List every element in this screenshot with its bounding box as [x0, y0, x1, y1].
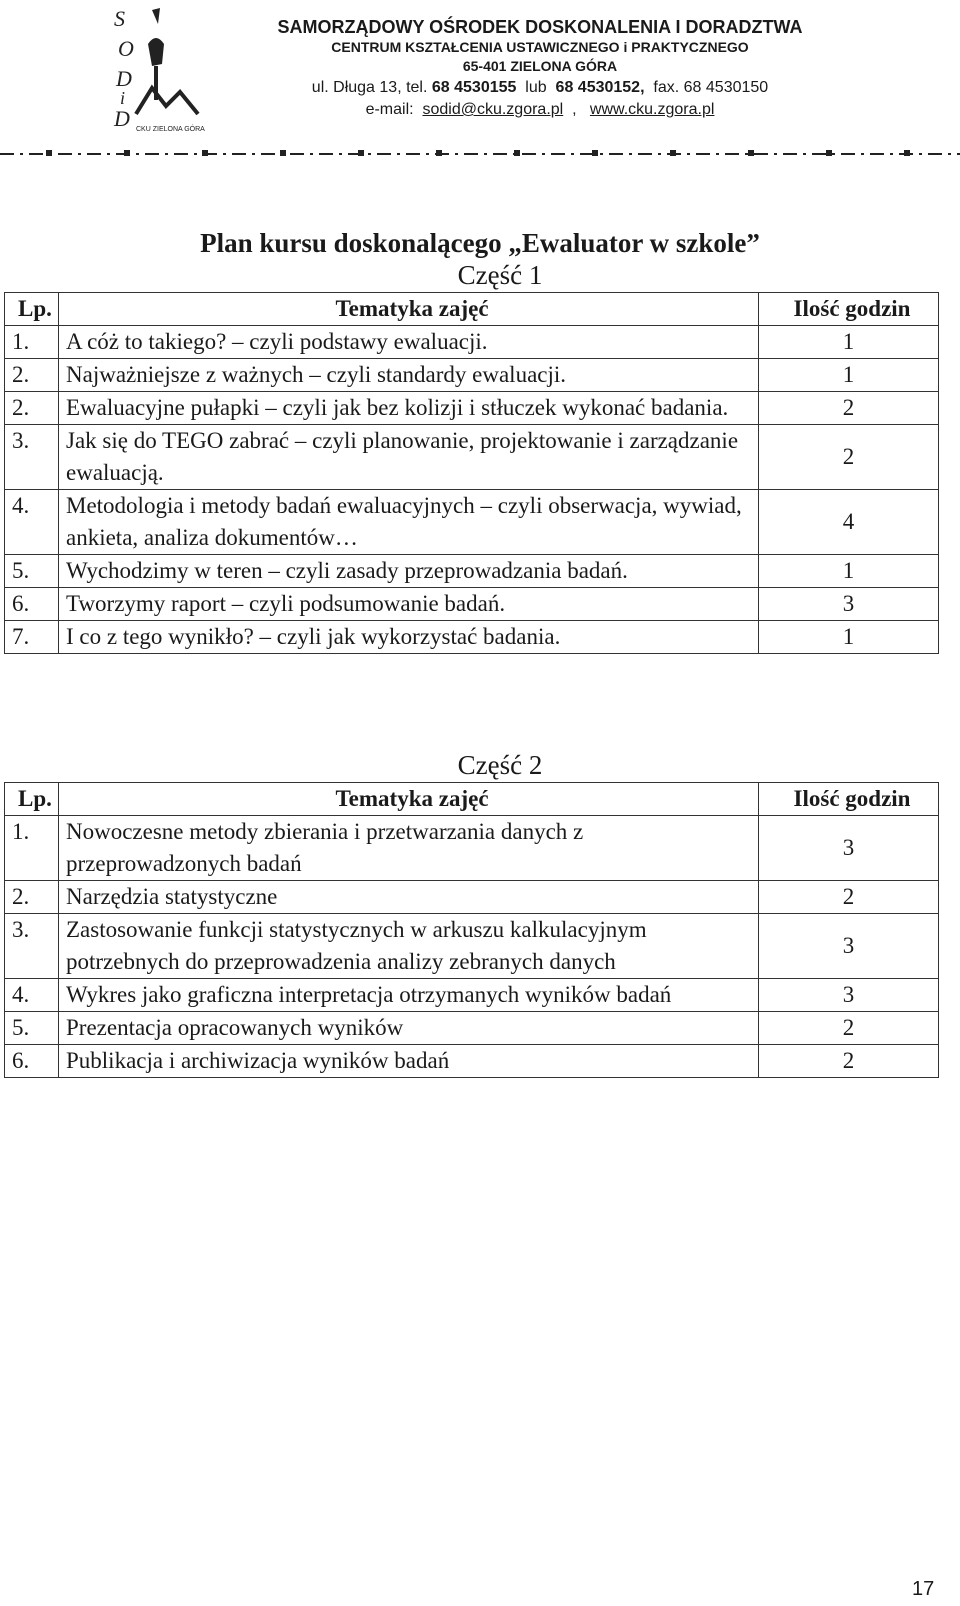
row-topic: Ewaluacyjne pułapki – czyli jak bez kolizji i stłuczek wykonać badania.	[59, 392, 759, 425]
row-lp: 1.	[5, 816, 59, 881]
letterhead	[0, 0, 960, 150]
center-name: CENTRUM KSZTAŁCENIA USTAWICZNEGO i PRAKTYCZNEGO	[331, 39, 749, 55]
row-topic: A cóż to takiego? – czyli podstawy ewaluacji.	[59, 326, 759, 359]
table-row	[5, 392, 939, 425]
table-row	[5, 490, 939, 555]
table-header-row	[5, 293, 939, 326]
table-row	[5, 588, 939, 621]
row-lp: 2.	[5, 359, 59, 392]
table-row	[5, 1012, 939, 1045]
row-hours: 2	[759, 1012, 939, 1045]
row-hours: 1	[759, 359, 939, 392]
table-row	[5, 1045, 939, 1078]
row-lp: 7.	[5, 621, 59, 654]
table-row	[5, 555, 939, 588]
row-topic: I co z tego wynikło? – czyli jak wykorzystać badania.	[59, 621, 759, 654]
table-row	[5, 979, 939, 1012]
row-hours: 2	[759, 392, 939, 425]
institution-info	[240, 16, 840, 121]
sodid-logo	[108, 4, 208, 134]
row-lp: 4.	[5, 490, 59, 555]
phone-1: 68 4530155	[431, 79, 517, 96]
phone-2: 68 4530152,	[555, 79, 645, 96]
divider-dot	[670, 150, 676, 156]
table-header-row	[5, 783, 939, 816]
document-title: Plan kursu doskonalącego „Ewaluator w szkole”	[200, 228, 760, 258]
svg-text:O: O	[118, 36, 134, 61]
col-hours-header: Ilość godzin	[759, 783, 939, 816]
fax: fax. 68 4530150	[653, 79, 769, 96]
row-topic: Zastosowanie funkcji statystycznych w arkuszu kalkulacyjnym potrzebnych do przeprowadzenia analizy zebranych danych	[59, 914, 759, 979]
row-hours: 2	[759, 425, 939, 490]
row-lp: 2.	[5, 392, 59, 425]
table-row	[5, 359, 939, 392]
col-hours-header: Ilość godzin	[759, 293, 939, 326]
table-row	[5, 326, 939, 359]
row-topic: Narzędzia statystyczne	[59, 881, 759, 914]
row-lp: 6.	[5, 1045, 59, 1078]
svg-text:S: S	[114, 6, 125, 31]
divider-dot	[46, 150, 52, 156]
col-topic-header: Tematyka zajęć	[59, 783, 759, 816]
row-topic: Wykres jako graficzna interpretacja otrzymanych wyników badań	[59, 979, 759, 1012]
col-lp-header: Lp.	[5, 783, 59, 816]
row-lp: 4.	[5, 979, 59, 1012]
svg-text:i: i	[120, 88, 126, 108]
divider-dot	[436, 150, 442, 156]
row-topic: Jak się do TEGO zabrać – czyli planowanie, projektowanie i zarządzanie ewaluacją.	[59, 425, 759, 490]
col-lp-header: Lp.	[5, 293, 59, 326]
part-1-table	[4, 292, 939, 654]
contact-line: ul. Długa 13, tel. 68 4530155 lub 68 4530152, fax. 68 4530150	[311, 79, 769, 96]
row-hours: 1	[759, 326, 939, 359]
postal-address: 65-401 ZIELONA GÓRA	[462, 58, 618, 74]
part-2-table	[4, 782, 939, 1078]
row-lp: 3.	[5, 425, 59, 490]
header-divider	[0, 146, 960, 162]
table-row	[5, 914, 939, 979]
col-topic-header: Tematyka zajęć	[59, 293, 759, 326]
email-link[interactable]: sodid@cku.zgora.pl	[422, 101, 564, 118]
table-row	[5, 621, 939, 654]
row-topic: Tworzymy raport – czyli podsumowanie badań.	[59, 588, 759, 621]
table-row	[5, 425, 939, 490]
row-topic: Nowoczesne metody zbierania i przetwarzania danych z przeprowadzonych badań	[59, 816, 759, 881]
row-topic: Prezentacja opracowanych wyników	[59, 1012, 759, 1045]
divider-dot	[592, 150, 598, 156]
row-topic: Najważniejsze z ważnych – czyli standardy ewaluacji.	[59, 359, 759, 392]
row-lp: 5.	[5, 555, 59, 588]
row-hours: 3	[759, 979, 939, 1012]
row-lp: 3.	[5, 914, 59, 979]
row-hours: 2	[759, 1045, 939, 1078]
row-lp: 1.	[5, 326, 59, 359]
row-hours: 1	[759, 621, 939, 654]
row-lp: 2.	[5, 881, 59, 914]
institution-name: SAMORZĄDOWY OŚRODEK DOSKONALENIA I DORADZTWA	[277, 17, 803, 37]
divider-dot	[280, 150, 286, 156]
divider-dot	[748, 150, 754, 156]
row-hours: 2	[759, 881, 939, 914]
page-number: 17	[912, 1578, 935, 1600]
row-hours: 4	[759, 490, 939, 555]
svg-text:D: D	[114, 106, 130, 131]
row-lp: 6.	[5, 588, 59, 621]
divider-dot	[826, 150, 832, 156]
divider-dot	[514, 150, 520, 156]
divider-dot	[202, 150, 208, 156]
row-hours: 3	[759, 914, 939, 979]
row-hours: 3	[759, 588, 939, 621]
row-hours: 1	[759, 555, 939, 588]
svg-text:CKU ZIELONA GÓRA: CKU ZIELONA GÓRA	[136, 126, 205, 133]
table-row	[5, 816, 939, 881]
divider-dot	[358, 150, 364, 156]
table-row	[5, 881, 939, 914]
row-lp: 5.	[5, 1012, 59, 1045]
row-topic: Publikacja i archiwizacja wyników badań	[59, 1045, 759, 1078]
row-hours: 3	[759, 816, 939, 881]
email-line: e-mail: sodid@cku.zgora.pl , www.cku.zgora.pl	[365, 101, 715, 118]
svg-text:D: D	[116, 66, 132, 91]
part-1-heading: Część 1	[457, 260, 543, 290]
divider-dot	[124, 150, 130, 156]
part-2-heading: Część 2	[457, 750, 543, 780]
row-topic: Wychodzimy w teren – czyli zasady przeprowadzania badań.	[59, 555, 759, 588]
divider-dot	[904, 150, 910, 156]
website-link[interactable]: www.cku.zgora.pl	[589, 101, 715, 118]
row-topic: Metodologia i metody badań ewaluacyjnych – czyli obserwacja, wywiad, ankieta, analiza dokumentów…	[59, 490, 759, 555]
